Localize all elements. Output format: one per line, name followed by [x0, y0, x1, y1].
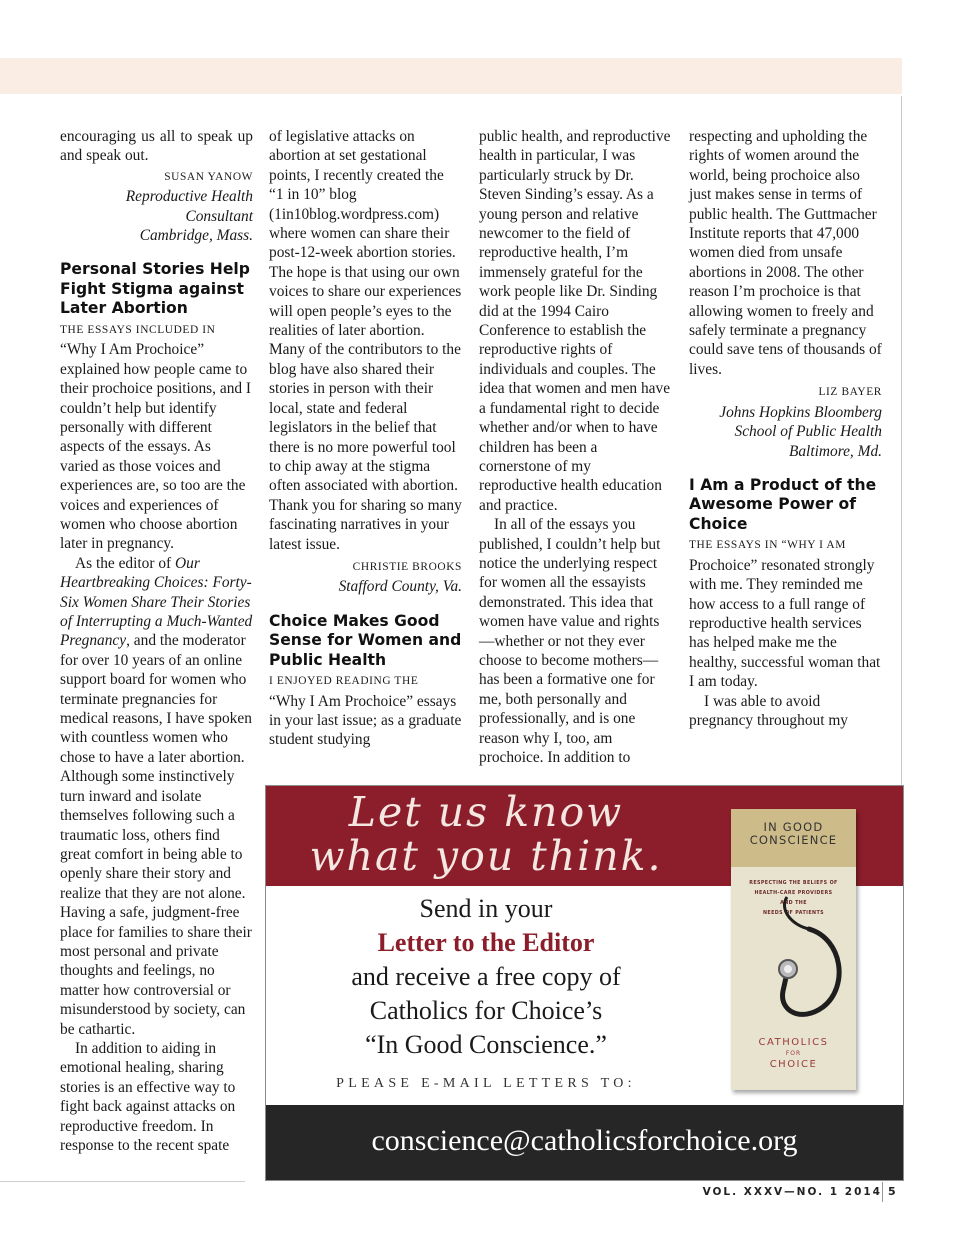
col4-signature-name: LIZ BAYER: [818, 386, 882, 399]
col4-signature-location: Baltimore, Md.: [788, 442, 882, 460]
top-color-band: [0, 58, 902, 94]
col4-letter-para1: Prochoice” resonated strongly with me. They reminded me how access to a full range of reproductive health services has helped make me the healthy, successful woman that I am today.: [689, 556, 881, 691]
book-title-our-heartbreaking-choices: Our Heartbreaking Choices: Forty-Six Women Share Their Stories of Interrupting a Much-Wanted Pregnancy: [60, 554, 253, 650]
ad-line-catholics: Catholics for Choice’s: [369, 996, 603, 1025]
col1-letter-para3: In addition to aiding in emotional healing, sharing stories is an effective way to fight back against attacks on reproductive freedom. In response to the recent spate: [60, 1039, 236, 1154]
stethoscope-icon: [731, 869, 856, 1039]
column-1: [60, 127, 253, 1155]
col2-signature-location: Stafford County, Va.: [338, 578, 462, 596]
col1-letter-para2: As the editor of Our Heartbreaking Choices: Forty-Six Women Share Their Stories of Interrupting a Much-Wanted Pregnancy, and the moderator for over 10 years of an online support board for women who terminate pregnancies for medical reasons, I have spoken with countless women who chose to have a later abortion. Although some instinctively turn inward and isolate themselves following such a traumatic loss, others find great comfort in being able to openly share their story and realize that they are not alone. Having a safe, judgment-free place for families to share their most personal and private thoughts and feelings, no matter how controversial or misunderstood by society, can be cathartic.: [60, 554, 253, 1038]
col1-intro: encouraging us all to speak up and speak out.: [60, 128, 253, 165]
col4-letter-para2: I was able to avoid pregnancy throughout my: [689, 692, 849, 730]
book-title: IN GOOD CONSCIENCE: [749, 820, 838, 847]
col2-signature-name: CHRISTIE BROOKS: [352, 560, 462, 573]
column-4: [689, 127, 882, 730]
ad-line-in-good-conscience: “In Good Conscience.”: [365, 1030, 607, 1059]
ad-email-link[interactable]: conscience@catholicsforchoice.org: [371, 1124, 798, 1157]
letters-ad-box: [265, 785, 904, 1181]
letter-heading-personal-stories: Personal Stories Help Fight Stigma against Later Abortion: [60, 260, 250, 318]
col3-para1: public health, and reproductive health in particular, I was particularly struck by Dr. Steven Sinding’s essay. As a young person and relative newcomer to the field of reproductive health, I’m immensely grateful for the work people like Dr. Sinding did at the 1994 Cairo Conference to establish the reproductive rights of individuals and couples. The idea that women and men have a fundamental right to decide whether and/or when to have children has been a cornerstone of my reproductive health education and practice.: [479, 128, 671, 514]
ad-line-send: Send in your: [419, 894, 553, 923]
col1-signature-affiliation: Reproductive Health Consultant: [125, 188, 253, 225]
col1-signature-location: Cambridge, Mass.: [139, 227, 253, 245]
col2-letter-para: “Why I Am Prochoice” essays in your last issue; as a graduate student studying: [269, 692, 462, 749]
ad-headline-line1: Let us know: [348, 788, 624, 836]
col4-para1: respecting and upholding the rights of women around the world, being prochoice also just makes sense in terms of public health. The Guttmacher Institute reports that 47,000 women died from unsafe abortions in 2008. The other reason I’m prochoice is that allowing women to freely and safely terminate a pregnancy could save tens of thousands of lives.: [689, 128, 882, 378]
col3-para2: In all of the essays you published, I couldn’t help but notice the underlying respect for women all the essayists demonstrated. This idea that women have value and rights—whether or not they ever choose to become mothers—has been a formative one for me, both personally and professionally, and is one reason why I, too, am prochoice. In addition to: [479, 516, 661, 766]
ad-line-letter-to-editor: Letter to the Editor: [377, 928, 595, 957]
letter-heading-choice-makes-sense: Choice Makes Good Sense for Women and Public Health: [269, 611, 462, 669]
column-2: [269, 127, 462, 750]
book-publisher: CATHOLICS FOR CHOICE: [758, 1037, 829, 1070]
col4-signature-affiliation-1: Johns Hopkins Bloomberg: [719, 403, 882, 421]
ad-body-text: [266, 892, 706, 1062]
ad-line-receive: and receive a free copy of: [351, 962, 621, 991]
col4-letter-lead: THE ESSAYS IN “WHY I AM: [689, 539, 846, 552]
col1-letter-para1: “Why I Am Prochoice” explained how people came to their prochoice positions, and I couldn’t help but identify personally with different aspects of the essays. As varied as those voices and experiences are, so too are the voices and experiences of women who choose abortion later in pregnancy.: [60, 341, 252, 553]
book-cover-in-good-conscience: [731, 809, 856, 1090]
page-number: 5: [888, 1185, 896, 1198]
book-subtitle: RESPECTING THE BELIEFS OF HEALTH-CARE PROVIDERS AND THE NEEDS OF PATIENTS: [749, 881, 838, 916]
issue-footer: VOL. XXXV—NO. 1 2014: [702, 1186, 882, 1198]
letter-heading-product-of-choice: I Am a Product of the Awesome Power of Choice: [689, 475, 877, 533]
col4-signature-affiliation-2: School of Public Health: [734, 423, 882, 441]
ad-headline: [266, 790, 706, 878]
column-3: [479, 127, 672, 767]
col2-para1: of legislative attacks on abortion at set gestational points, I recently created the “1 in 10” blog (1in10blog.wordpress.com) where women can share their post-12-week abortion stories. The hope is that using our own voices to share our experiences will open people’s eyes to the realities of later abortion. Many of the contributors to the blog have also shared their stories in person with their local, state and federal legislators in the belief that there is no more powerful tool to chip away at the stigma often associated with abortion. Thank you for sharing so many fascinating narratives in your latest issue.: [269, 128, 462, 553]
ad-headline-line2: what you think.: [309, 832, 663, 880]
col1-signature-name: SUSAN YANOW: [164, 170, 253, 183]
col2-letter-lead: I ENJOYED READING THE: [269, 675, 419, 688]
bottom-left-rule: [0, 1181, 245, 1182]
col1-letter-lead: THE ESSAYS INCLUDED IN: [60, 323, 216, 336]
footer-separator: [882, 1182, 883, 1202]
ad-please-email: PLEASE E-MAIL LETTERS TO:: [336, 1076, 636, 1091]
